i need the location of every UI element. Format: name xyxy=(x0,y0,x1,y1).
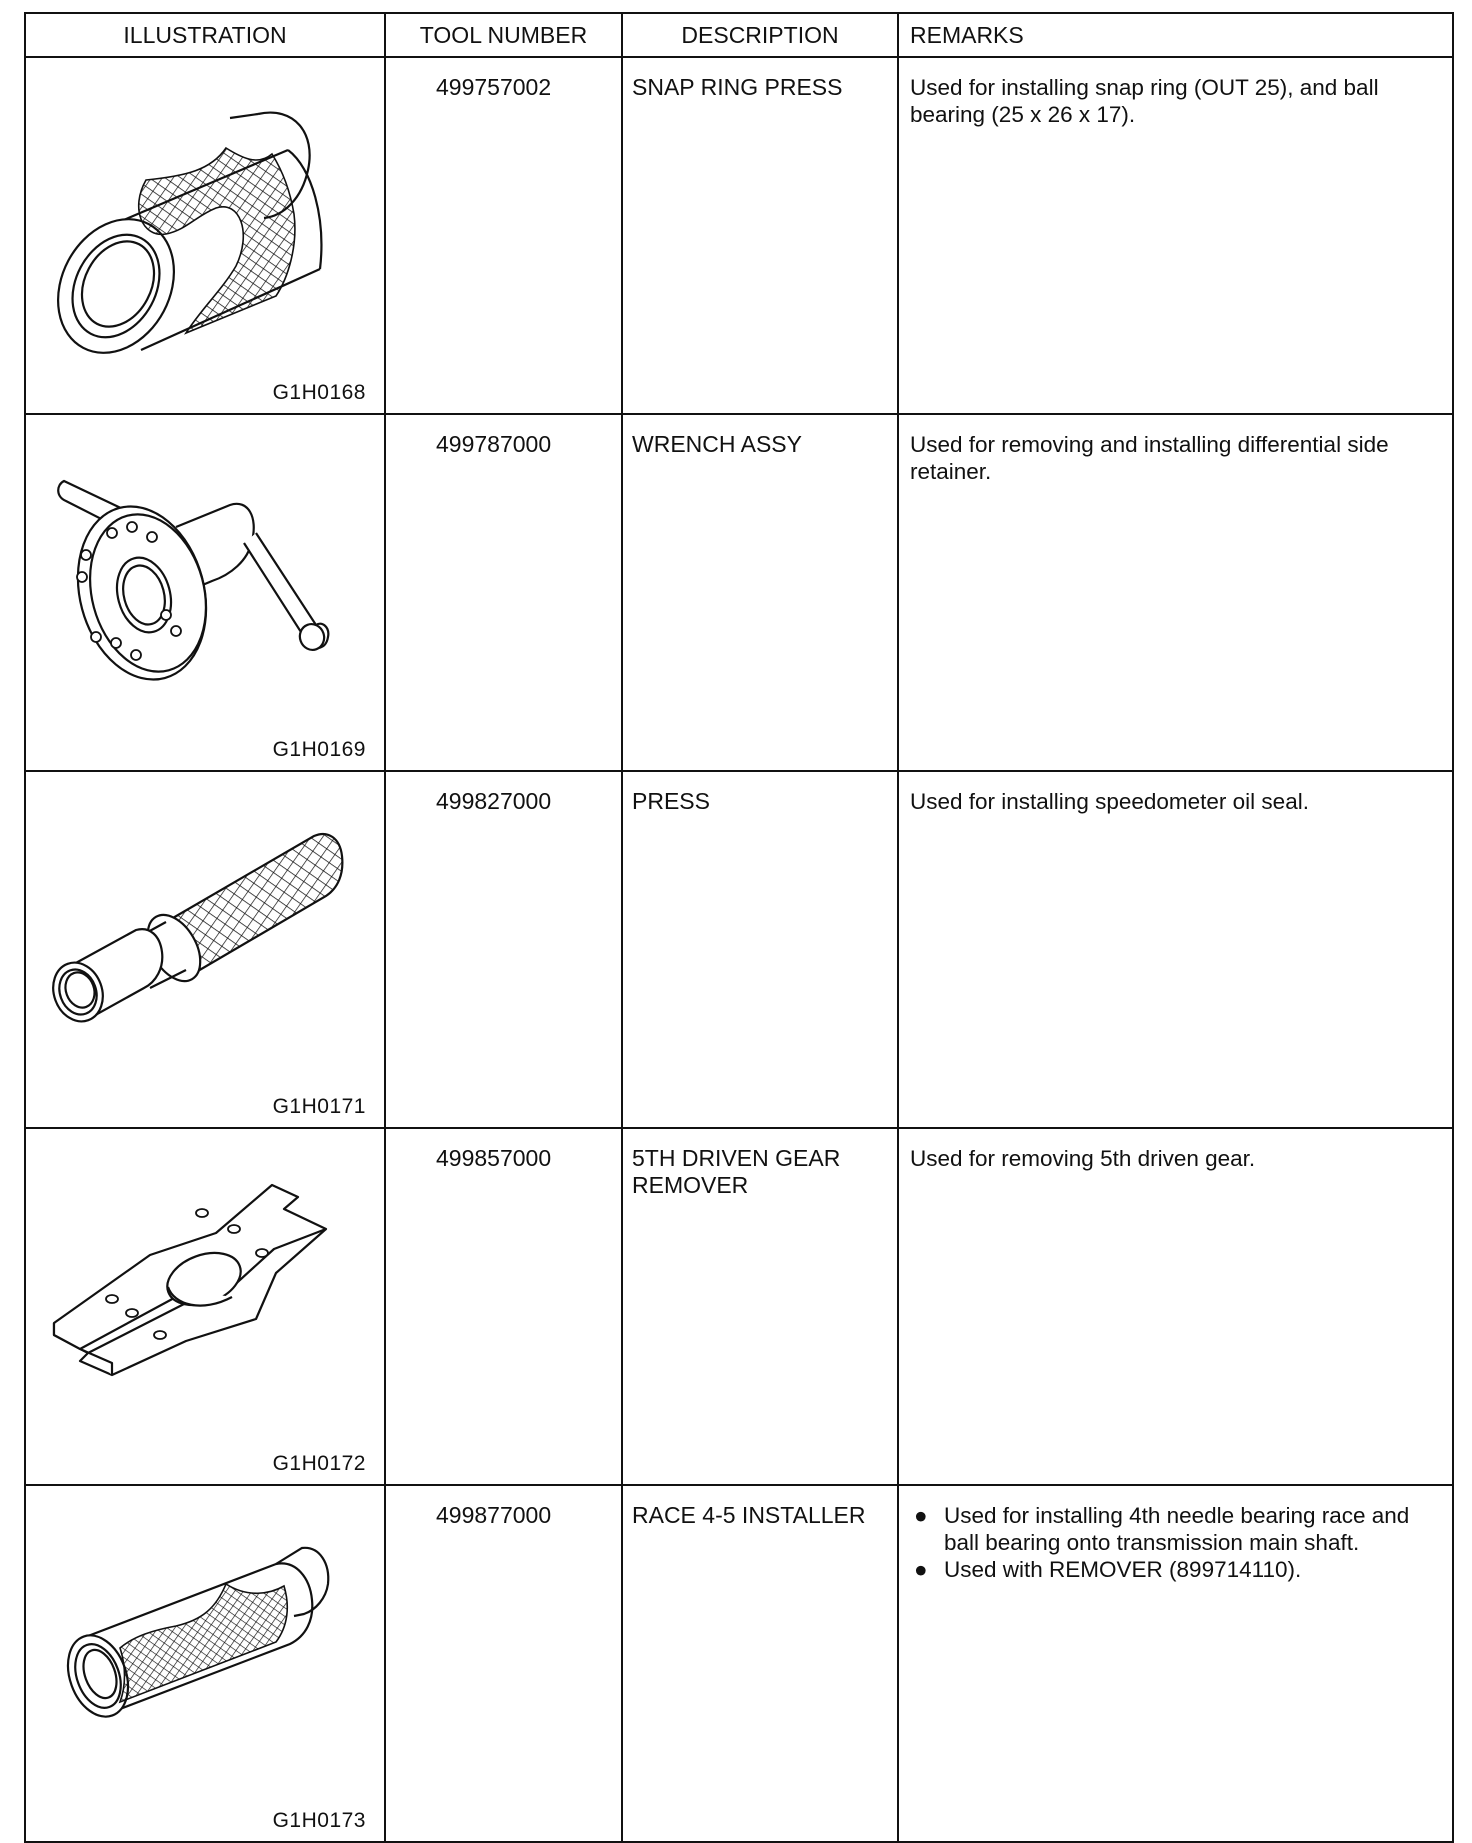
tool-remarks xyxy=(898,1485,1453,1842)
snap-ring-press-icon xyxy=(26,58,382,397)
figure-code: G1H0171 xyxy=(272,1095,366,1118)
list-item xyxy=(910,1502,1444,1556)
race-installer-icon xyxy=(26,1486,382,1825)
illustration-cell xyxy=(25,57,385,414)
tool-remarks: Used for removing 5th driven gear. xyxy=(898,1128,1453,1485)
tool-description: SNAP RING PRESS xyxy=(622,57,898,414)
table-row xyxy=(25,1128,1453,1485)
figure-code: G1H0169 xyxy=(272,738,366,761)
tool-number: 499857000 xyxy=(385,1128,622,1485)
tool-remarks: Used for removing and installing differential side retainer. xyxy=(898,414,1453,771)
wrench-assy-icon xyxy=(26,415,382,754)
table-row xyxy=(25,1485,1453,1842)
tool-description: RACE 4-5 INSTALLER xyxy=(622,1485,898,1842)
gear-remover-icon xyxy=(26,1129,382,1468)
header-row xyxy=(25,13,1453,57)
table-row xyxy=(25,414,1453,771)
table-row xyxy=(25,57,1453,414)
header-description: DESCRIPTION xyxy=(622,13,898,57)
tool-description: 5TH DRIVEN GEAR REMOVER xyxy=(622,1128,898,1485)
remarks-item-text: Used for installing 4th needle bearing race and ball bearing onto transmission main shaft. xyxy=(944,1503,1410,1555)
illustration-cell xyxy=(25,1485,385,1842)
header-illustration: ILLUSTRATION xyxy=(25,13,385,57)
tool-number: 499757002 xyxy=(385,57,622,414)
press-icon xyxy=(26,772,382,1111)
illustration-cell xyxy=(25,771,385,1128)
tool-remarks: Used for installing snap ring (OUT 25), and ball bearing (25 x 26 x 17). xyxy=(898,57,1453,414)
tool-number: 499877000 xyxy=(385,1485,622,1842)
tool-description: PRESS xyxy=(622,771,898,1128)
table-row xyxy=(25,771,1453,1128)
figure-code: G1H0172 xyxy=(272,1452,366,1475)
list-item xyxy=(910,1556,1444,1583)
tool-remarks: Used for installing speedometer oil seal. xyxy=(898,771,1453,1128)
tool-number: 499787000 xyxy=(385,414,622,771)
bullet-icon: ● xyxy=(914,1503,928,1528)
figure-code: G1H0173 xyxy=(272,1809,366,1832)
remarks-list xyxy=(910,1502,1444,1583)
illustration-cell xyxy=(25,414,385,771)
header-tool-number: TOOL NUMBER xyxy=(385,13,622,57)
bullet-icon: ● xyxy=(914,1557,928,1582)
special-tools-table xyxy=(24,12,1454,1843)
header-remarks: REMARKS xyxy=(898,13,1453,57)
remarks-item-text: Used with REMOVER (899714110). xyxy=(944,1557,1302,1582)
figure-code: G1H0168 xyxy=(272,381,366,404)
illustration-cell xyxy=(25,1128,385,1485)
tool-number: 499827000 xyxy=(385,771,622,1128)
tool-description: WRENCH ASSY xyxy=(622,414,898,771)
